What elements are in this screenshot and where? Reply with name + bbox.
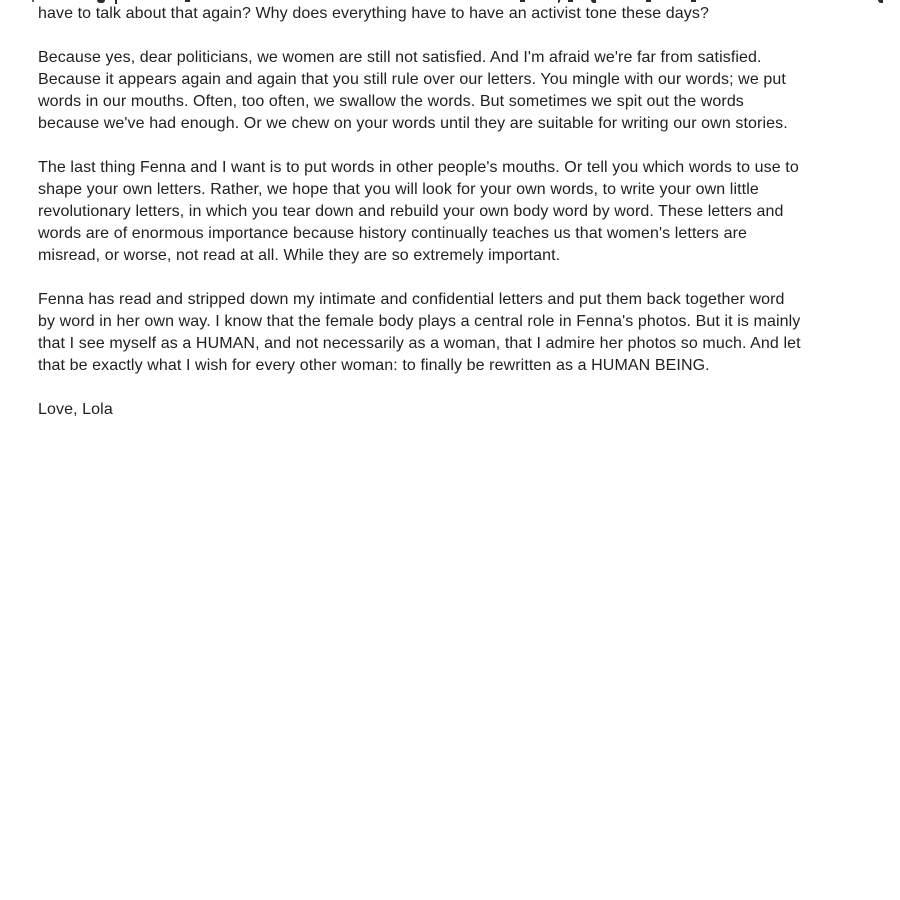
letter-line: words in our mouths. Often, too often, we swallow the words. But sometimes we spit out the words [38,93,744,110]
letter-line: Fenna has read and stripped down my intimate and confidential letters and put them back together word [38,291,785,308]
clipped-glyph-fragment [32,0,34,2]
letter-line: shape your own letters. Rather, we hope that you will look for your own words, to write your own little [38,181,759,198]
letter-line: have to talk about that again? Why does everything have to have an activist tone these days? [38,5,709,22]
letter-line: misread, or worse, not read at all. While they are so extremely important. [38,247,561,264]
letter-body [38,3,878,443]
letter-line: that I see myself as a HUMAN, and not necessarily as a woman, that I admire her photos so much. And let [38,335,801,352]
letter-paragraph [38,3,878,25]
clipped-glyph-fragment [185,0,190,2]
letter-line: Because it appears again and again that you still rule over our letters. You mingle with our words; we put [38,71,786,88]
clipped-glyph-fragment [691,0,696,2]
letter-line: The last thing Fenna and I want is to put words in other people's mouths. Or tell you which words to use to [38,159,799,176]
letter-line: by word in her own way. I know that the female body plays a central role in Fenna's photos. But it is mainly [38,313,801,330]
letter-signature [38,399,878,421]
letter-paragraph [38,289,878,377]
letter-line: that be exactly what I wish for every other woman: to finally be rewritten as a HUMAN BEING. [38,357,710,374]
letter-line: words are of enormous importance because history continually teaches us that women's letters are [38,225,748,242]
clipped-glyph-fragment [646,0,651,2]
letter-line: Love, Lola [38,401,113,418]
letter-line: revolutionary letters, in which you tear down and rebuild your own body word by word. These letters and [38,203,784,220]
clipped-glyph-fragment [568,0,573,2]
clipped-glyph-fragment [520,0,525,2]
letter-line: because we've had enough. Or we chew on your words until they are suitable for writing our own stories. [38,115,788,132]
clipped-glyph-fragment [878,0,883,3]
letter-line: Because yes, dear politicians, we women are still not satisfied. And I'm afraid we're far from satisfied. [38,49,762,66]
letter-paragraph [38,47,878,135]
letter-paragraph [38,157,878,267]
